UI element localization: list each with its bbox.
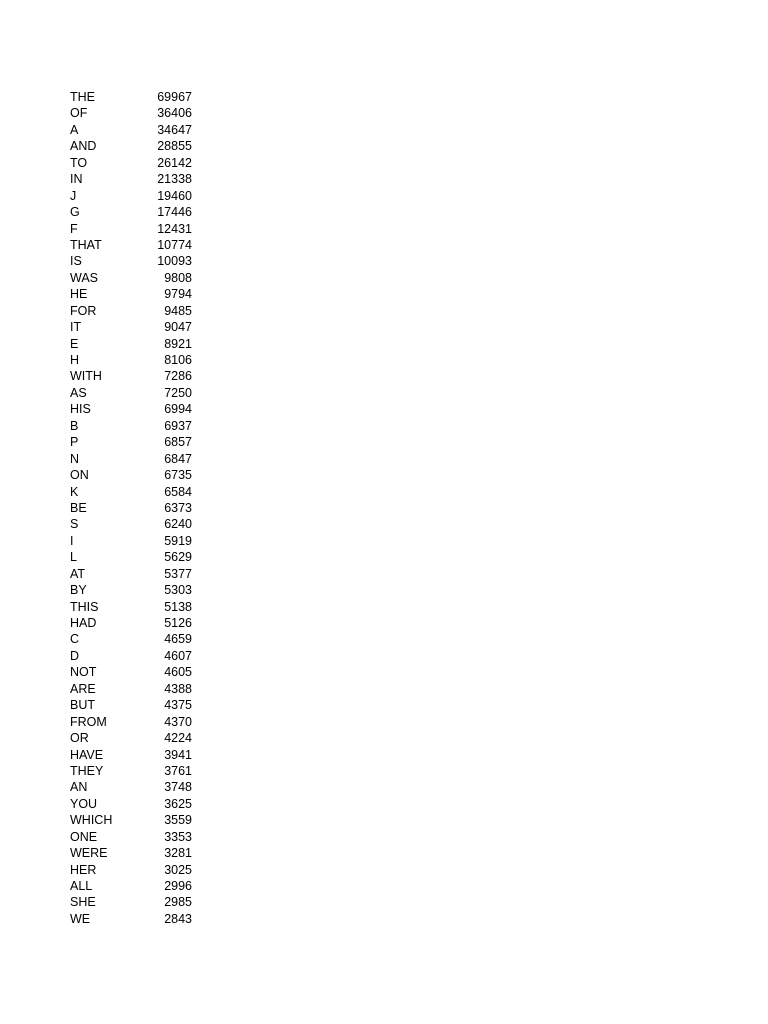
count-cell: 3281 bbox=[164, 846, 192, 861]
word-frequency-row bbox=[70, 418, 192, 434]
word-frequency-row bbox=[70, 648, 192, 664]
word-cell: HER bbox=[70, 862, 97, 877]
count-cell: 17446 bbox=[157, 205, 192, 220]
count-cell: 10774 bbox=[157, 237, 192, 252]
count-cell: 4370 bbox=[164, 714, 192, 729]
word-frequency-row bbox=[70, 615, 192, 631]
count-cell: 3559 bbox=[164, 813, 192, 828]
word-frequency-row bbox=[70, 434, 192, 450]
word-cell: AND bbox=[70, 139, 97, 154]
count-cell: 7250 bbox=[164, 385, 192, 400]
count-cell: 4224 bbox=[164, 731, 192, 746]
word-cell: I bbox=[70, 533, 74, 548]
word-frequency-row bbox=[70, 582, 192, 598]
count-cell: 3748 bbox=[164, 780, 192, 795]
word-frequency-row bbox=[70, 599, 192, 615]
word-frequency-row bbox=[70, 253, 192, 269]
count-cell: 8106 bbox=[164, 353, 192, 367]
word-cell: N bbox=[70, 451, 80, 466]
word-cell: WHICH bbox=[70, 813, 113, 828]
word-cell: ALL bbox=[70, 879, 93, 893]
word-cell: G bbox=[70, 205, 80, 220]
count-cell: 6584 bbox=[164, 484, 192, 499]
count-cell: 2985 bbox=[164, 895, 192, 910]
word-frequency-row bbox=[70, 796, 192, 812]
word-cell: ONE bbox=[70, 829, 98, 844]
word-frequency-row bbox=[70, 385, 192, 401]
word-cell: THEY bbox=[70, 763, 104, 778]
word-frequency-row bbox=[70, 484, 192, 500]
word-cell: IN bbox=[70, 172, 83, 187]
count-cell: 9485 bbox=[164, 303, 192, 318]
word-cell: FOR bbox=[70, 303, 97, 318]
word-cell: IS bbox=[70, 254, 82, 269]
word-cell: E bbox=[70, 336, 79, 351]
count-cell: 8921 bbox=[164, 336, 192, 351]
word-frequency-row bbox=[70, 878, 192, 894]
word-frequency-row bbox=[70, 467, 192, 483]
word-frequency-row bbox=[70, 631, 192, 647]
word-frequency-row bbox=[70, 697, 192, 713]
word-cell: C bbox=[70, 632, 80, 647]
word-frequency-row bbox=[70, 664, 192, 680]
word-frequency-row bbox=[70, 566, 192, 582]
word-frequency-row bbox=[70, 812, 192, 828]
word-frequency-row bbox=[70, 336, 192, 352]
word-frequency-row bbox=[70, 747, 192, 763]
count-cell: 4605 bbox=[164, 665, 192, 680]
word-frequency-row bbox=[70, 89, 192, 105]
word-frequency-row bbox=[70, 368, 192, 384]
word-cell: AT bbox=[70, 566, 86, 581]
word-cell: AN bbox=[70, 780, 88, 795]
word-frequency-row bbox=[70, 237, 192, 253]
word-cell: ON bbox=[70, 468, 89, 483]
word-cell: IT bbox=[70, 320, 82, 335]
count-cell: 7286 bbox=[164, 369, 192, 384]
word-frequency-row bbox=[70, 829, 192, 845]
count-cell: 34647 bbox=[157, 122, 192, 137]
count-cell: 5126 bbox=[164, 616, 192, 630]
count-cell: 26142 bbox=[157, 155, 192, 170]
word-frequency-row bbox=[70, 845, 192, 861]
count-cell: 3761 bbox=[164, 763, 192, 778]
count-cell: 3941 bbox=[164, 747, 192, 762]
word-cell: HIS bbox=[70, 402, 91, 417]
count-cell: 4375 bbox=[164, 698, 192, 713]
count-cell: 28855 bbox=[157, 139, 192, 154]
count-cell: 12431 bbox=[157, 221, 192, 236]
word-cell: WITH bbox=[70, 369, 102, 384]
count-cell: 5138 bbox=[164, 599, 192, 614]
word-frequency-row bbox=[70, 549, 192, 565]
word-frequency-row bbox=[70, 352, 192, 368]
word-frequency-row bbox=[70, 188, 192, 204]
word-cell: L bbox=[70, 550, 77, 565]
word-frequency-row bbox=[70, 122, 192, 138]
word-frequency-row bbox=[70, 730, 192, 746]
word-frequency-row bbox=[70, 451, 192, 467]
word-frequency-row bbox=[70, 862, 192, 878]
count-cell: 4388 bbox=[164, 681, 192, 696]
word-frequency-row bbox=[70, 105, 192, 121]
word-cell: NOT bbox=[70, 665, 97, 680]
count-cell: 36406 bbox=[157, 106, 192, 121]
word-cell: BE bbox=[70, 500, 87, 515]
count-cell: 21338 bbox=[157, 172, 192, 187]
word-cell: HAD bbox=[70, 616, 97, 630]
word-frequency-row bbox=[70, 401, 192, 417]
count-cell: 5629 bbox=[164, 550, 192, 565]
word-frequency-row bbox=[70, 681, 192, 697]
word-cell: F bbox=[70, 221, 78, 236]
word-cell: WERE bbox=[70, 846, 108, 861]
word-cell: OF bbox=[70, 106, 88, 121]
count-cell: 19460 bbox=[157, 188, 192, 203]
word-frequency-row bbox=[70, 500, 192, 516]
word-cell: A bbox=[70, 122, 79, 137]
word-frequency-row bbox=[70, 155, 192, 171]
count-cell: 9808 bbox=[164, 270, 192, 285]
count-cell: 4659 bbox=[164, 632, 192, 647]
word-cell: THAT bbox=[70, 237, 102, 252]
count-cell: 3025 bbox=[164, 862, 192, 877]
word-cell: ARE bbox=[70, 681, 96, 696]
word-frequency-row bbox=[70, 286, 192, 302]
word-cell: WAS bbox=[70, 270, 99, 285]
word-frequency-table bbox=[70, 89, 192, 927]
count-cell: 5303 bbox=[164, 583, 192, 598]
word-frequency-row bbox=[70, 138, 192, 154]
word-cell: YOU bbox=[70, 796, 98, 811]
word-cell: SHE bbox=[70, 895, 96, 910]
count-cell: 3353 bbox=[164, 829, 192, 844]
word-cell: TO bbox=[70, 155, 88, 170]
word-cell: BY bbox=[70, 583, 87, 598]
word-frequency-row bbox=[70, 779, 192, 795]
count-cell: 4607 bbox=[164, 648, 192, 663]
word-cell: OR bbox=[70, 731, 89, 746]
word-cell: P bbox=[70, 435, 79, 450]
word-frequency-row bbox=[70, 270, 192, 286]
count-cell: 6240 bbox=[164, 517, 192, 532]
count-cell: 6847 bbox=[164, 451, 192, 466]
count-cell: 6735 bbox=[164, 468, 192, 483]
word-cell: THE bbox=[70, 90, 95, 104]
word-cell: HE bbox=[70, 287, 88, 302]
word-frequency-row bbox=[70, 763, 192, 779]
word-cell: AS bbox=[70, 385, 87, 400]
word-cell: BUT bbox=[70, 698, 95, 713]
count-cell: 2843 bbox=[164, 911, 192, 926]
word-frequency-row bbox=[70, 533, 192, 549]
word-frequency-row bbox=[70, 204, 192, 220]
word-cell: WE bbox=[70, 911, 91, 926]
count-cell: 9794 bbox=[164, 287, 192, 302]
word-frequency-row bbox=[70, 894, 192, 910]
count-cell: 69967 bbox=[157, 90, 192, 104]
word-frequency-row bbox=[70, 319, 192, 335]
count-cell: 9047 bbox=[164, 320, 192, 335]
count-cell: 3625 bbox=[164, 796, 192, 811]
word-frequency-row bbox=[70, 221, 192, 237]
count-cell: 5919 bbox=[164, 533, 192, 548]
word-cell: B bbox=[70, 418, 79, 433]
word-cell: D bbox=[70, 648, 80, 663]
word-frequency-row bbox=[70, 911, 192, 927]
word-cell: S bbox=[70, 517, 79, 532]
word-cell: K bbox=[70, 484, 79, 499]
count-cell: 10093 bbox=[157, 254, 192, 269]
count-cell: 5377 bbox=[164, 566, 192, 581]
count-cell: 2996 bbox=[164, 879, 192, 893]
word-cell: J bbox=[70, 188, 77, 203]
word-cell: H bbox=[70, 353, 80, 367]
word-cell: HAVE bbox=[70, 747, 104, 762]
count-cell: 6994 bbox=[164, 402, 192, 417]
word-frequency-row bbox=[70, 714, 192, 730]
word-frequency-row bbox=[70, 516, 192, 532]
count-cell: 6937 bbox=[164, 418, 192, 433]
word-cell: THIS bbox=[70, 599, 99, 614]
count-cell: 6857 bbox=[164, 435, 192, 450]
word-frequency-row bbox=[70, 303, 192, 319]
word-frequency-row bbox=[70, 171, 192, 187]
count-cell: 6373 bbox=[164, 500, 192, 515]
word-cell: FROM bbox=[70, 714, 107, 729]
